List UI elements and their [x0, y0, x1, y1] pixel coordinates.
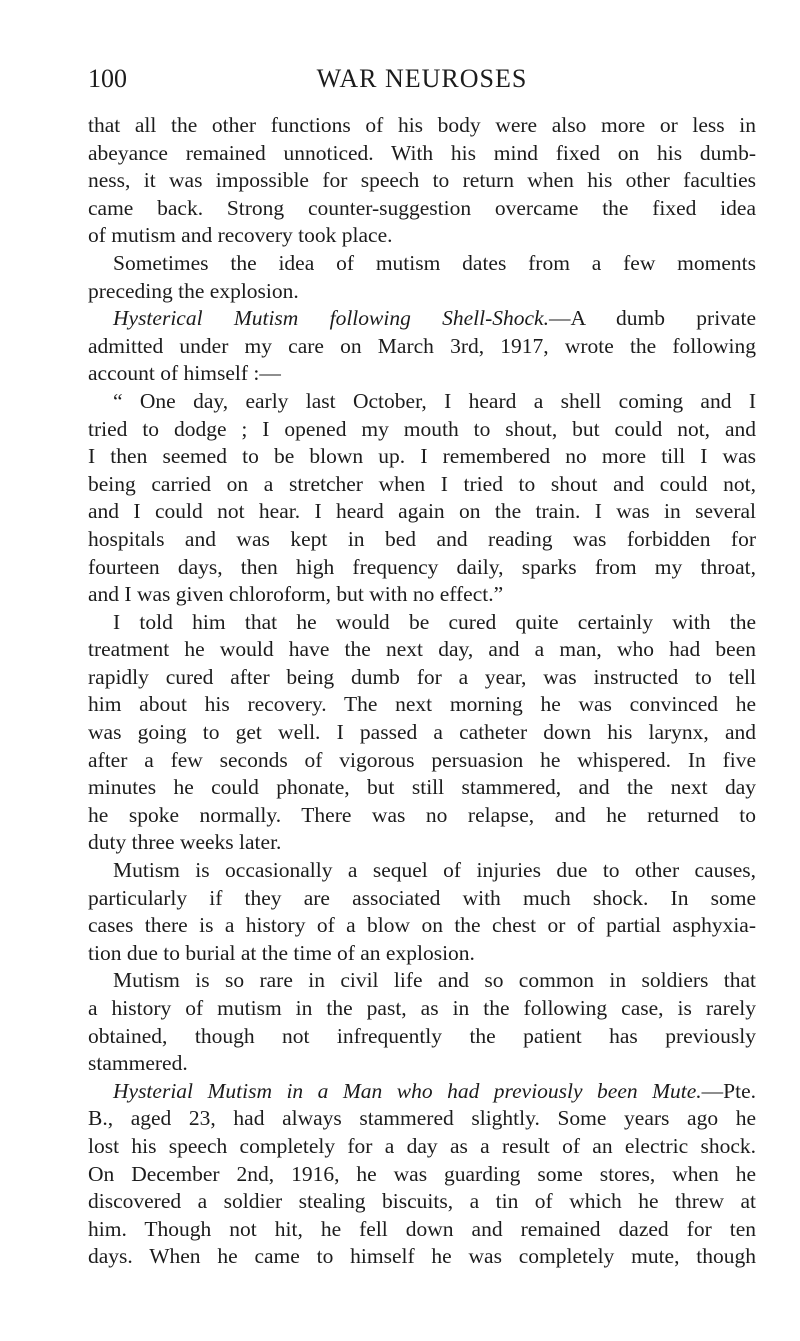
text-line — [88, 774, 756, 802]
line-text: preceding the explosion. — [88, 278, 299, 303]
line-text: stammered. — [88, 1051, 188, 1076]
text-line — [88, 995, 756, 1023]
line-text: lost his speech completely for a day as a result of an electric shock. — [88, 1133, 756, 1158]
text-line — [88, 1161, 756, 1189]
text-line — [88, 829, 756, 857]
text-line — [88, 1078, 756, 1106]
running-title: WAR NEUROSES — [316, 64, 528, 93]
italic-heading: Hysterial Mutism in a Man who had previously been Mute. — [113, 1078, 702, 1103]
text-line — [88, 885, 756, 913]
page-number: 100 — [88, 64, 127, 93]
text-line — [88, 360, 756, 388]
text-line — [88, 940, 756, 968]
line-text: On December 2nd, 1916, he was guarding some stores, when he — [88, 1161, 756, 1186]
line-text: tried to dodge ; I opened my mouth to shout, but could not, and — [88, 416, 756, 441]
line-text: tion due to burial at the time of an explosion. — [88, 940, 475, 965]
italic-heading: Hysterical Mutism following Shell-Shock. — [113, 306, 549, 331]
text-line — [88, 498, 756, 526]
text-line — [88, 1105, 756, 1133]
text-line — [88, 747, 756, 775]
line-text: ness, it was impossible for speech to return when his other faculties — [88, 168, 756, 193]
text-line — [88, 388, 756, 416]
line-text: duty three weeks later. — [88, 830, 282, 855]
text-line — [88, 664, 756, 692]
text-line — [88, 857, 756, 885]
line-text: —A dumb private — [548, 306, 756, 331]
text-line — [88, 333, 756, 361]
text-line — [88, 719, 756, 747]
line-text: abeyance remained unnoticed. With his mind fixed on his dumb- — [88, 140, 756, 165]
line-text: cases there is a history of a blow on the chest or of partial asphyxia- — [88, 913, 756, 938]
text-line — [88, 526, 756, 554]
text-line — [88, 140, 756, 168]
text-line — [88, 1188, 756, 1216]
line-text: account of himself :— — [88, 361, 281, 386]
line-text: he spoke normally. There was no relapse, and he returned to — [88, 802, 756, 827]
line-text: Mutism is occasionally a sequel of injuries due to other causes, — [113, 858, 756, 883]
line-text: obtained, though not infrequently the patient has previously — [88, 1023, 756, 1048]
line-text: admitted under my care on March 3rd, 1917, wrote the following — [88, 333, 756, 358]
text-line — [88, 278, 756, 306]
line-text: minutes he could phonate, but still stammered, and the next day — [88, 775, 756, 800]
text-line — [88, 112, 756, 140]
line-text: after a few seconds of vigorous persuasion he whispered. In five — [88, 747, 756, 772]
text-line — [88, 967, 756, 995]
line-text: being carried on a stretcher when I tried to shout and could not, — [88, 471, 756, 496]
text-line — [88, 1050, 756, 1078]
line-text: him about his recovery. The next morning he was convinced he — [88, 692, 756, 717]
text-line — [88, 1216, 756, 1244]
line-text: B., aged 23, had always stammered slightly. Some years ago he — [88, 1106, 756, 1131]
line-text: treatment he would have the next day, and a man, who had been — [88, 637, 756, 662]
line-text: particularly if they are associated with much shock. In some — [88, 885, 756, 910]
line-text: of mutism and recovery took place. — [88, 223, 393, 248]
line-text: him. Though not hit, he fell down and remained dazed for ten — [88, 1216, 756, 1241]
line-text: I then seemed to be blown up. I remembered no more till I was — [88, 444, 756, 469]
text-line — [88, 1243, 756, 1271]
line-text: came back. Strong counter-suggestion overcame the fixed idea — [88, 195, 756, 220]
line-text: and I was given chloroform, but with no effect.” — [88, 582, 504, 607]
text-line — [88, 554, 756, 582]
line-text: fourteen days, then high frequency daily, sparks from my throat, — [88, 554, 756, 579]
line-text: and I could not hear. I heard again on the train. I was in several — [88, 499, 756, 524]
line-text: Mutism is so rare in civil life and so common in soldiers that — [113, 968, 756, 993]
text-line — [88, 636, 756, 664]
line-text: —Pte. — [701, 1078, 756, 1103]
text-line — [88, 250, 756, 278]
text-line — [88, 471, 756, 499]
line-text: a history of mutism in the past, as in the following case, is rarely — [88, 996, 756, 1020]
line-text: hospitals and was kept in bed and reading was forbidden for — [88, 526, 756, 551]
line-text: that all the other functions of his body were also more or less in — [88, 113, 756, 137]
line-text: rapidly cured after being dumb for a year, was instructed to tell — [88, 664, 756, 689]
body-text — [88, 112, 756, 1271]
line-text: days. When he came to himself he was completely mute, though — [88, 1244, 756, 1269]
running-head — [88, 62, 756, 96]
text-line — [88, 1023, 756, 1051]
line-text: discovered a soldier stealing biscuits, a tin of which he threw at — [88, 1189, 756, 1214]
text-line — [88, 912, 756, 940]
line-text: “ One day, early last October, I heard a shell coming and I — [113, 388, 756, 413]
line-text: I told him that he would be cured quite certainly with the — [113, 609, 756, 634]
text-line — [88, 443, 756, 471]
text-line — [88, 581, 756, 609]
text-line — [88, 167, 756, 195]
text-line — [88, 691, 756, 719]
text-line — [88, 416, 756, 444]
text-line — [88, 609, 756, 637]
text-line — [88, 222, 756, 250]
line-text: Sometimes the idea of mutism dates from a few moments — [113, 250, 756, 275]
line-text: was going to get well. I passed a catheter down his larynx, and — [88, 720, 756, 745]
text-line — [88, 305, 756, 333]
text-line — [88, 802, 756, 830]
text-line — [88, 1133, 756, 1161]
text-line — [88, 195, 756, 223]
